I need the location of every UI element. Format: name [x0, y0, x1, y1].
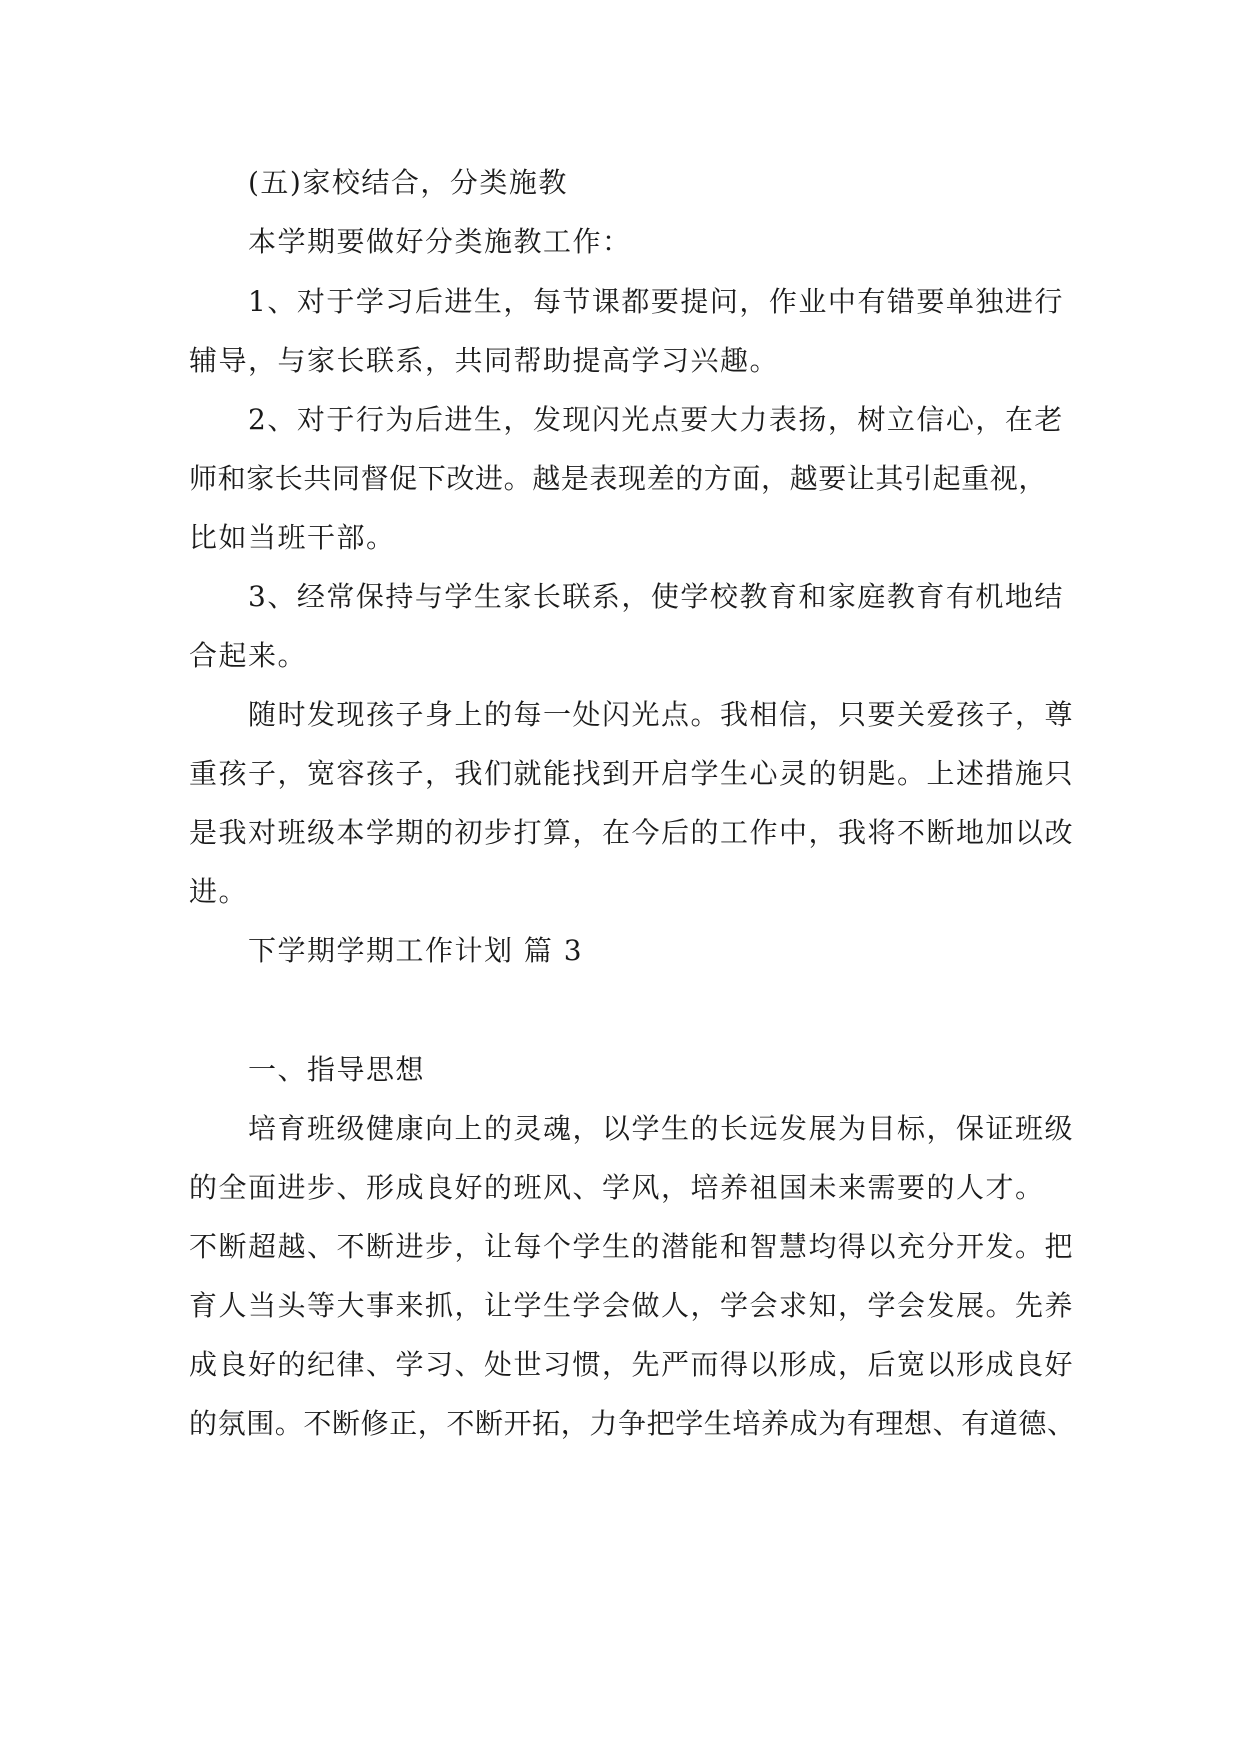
paragraph-guiding-line-1: 培育班级健康向上的灵魂，以学生的长远发展为目标，保证班级 — [248, 1112, 1075, 1145]
paragraph-guiding-line-5: 成良好的纪律、学习、处世习惯，先严而得以形成，后宽以形成良好 — [189, 1348, 1075, 1381]
list-item-3-line-1: 3、经常保持与学生家长联系，使学校教育和家庭教育有机地结 — [248, 580, 1064, 613]
paragraph-intro: 本学期要做好分类施教工作： — [248, 225, 632, 258]
section-heading-home-school: (五)家校结合，分类施教 — [248, 166, 568, 199]
list-item-1-line-1: 1、对于学习后进生，每节课都要提问，作业中有错要单独进行 — [248, 285, 1064, 318]
paragraph-closing-line-3: 是我对班级本学期的初步打算，在今后的工作中，我将不断地加以改 — [189, 816, 1075, 849]
plan-title: 下学期学期工作计划 篇 3 — [248, 934, 584, 967]
paragraph-guiding-line-3: 不断超越、不断进步，让每个学生的潜能和智慧均得以充分开发。把 — [189, 1230, 1075, 1263]
list-item-2-line-3: 比如当班干部。 — [189, 521, 396, 554]
paragraph-closing-line-1: 随时发现孩子身上的每一处闪光点。我相信，只要关爱孩子，尊 — [248, 698, 1075, 731]
paragraph-guiding-line-2: 的全面进步、形成良好的班风、学风，培养祖国未来需要的人才。 — [189, 1171, 1045, 1204]
list-item-1-line-2: 辅导，与家长联系，共同帮助提高学习兴趣。 — [189, 344, 780, 377]
paragraph-guiding-line-4: 育人当头等大事来抓，让学生学会做人，学会求知，学会发展。先养 — [189, 1289, 1075, 1322]
paragraph-guiding-line-6: 的氛围。不断修正，不断开拓，力争把学生培养成为有理想、有道德、 — [189, 1407, 1076, 1440]
list-item-2-line-1: 2、对于行为后进生，发现闪光点要大力表扬，树立信心，在老 — [248, 403, 1064, 436]
list-item-2-line-2: 师和家长共同督促下改进。越是表现差的方面，越要让其引起重视， — [189, 462, 1048, 495]
section-heading-guiding-thought: 一、指导思想 — [248, 1053, 426, 1086]
paragraph-closing-line-2: 重孩子，宽容孩子，我们就能找到开启学生心灵的钥匙。上述措施只 — [189, 757, 1075, 790]
paragraph-closing-line-4: 进。 — [189, 875, 249, 908]
list-item-3-line-2: 合起来。 — [189, 639, 308, 672]
